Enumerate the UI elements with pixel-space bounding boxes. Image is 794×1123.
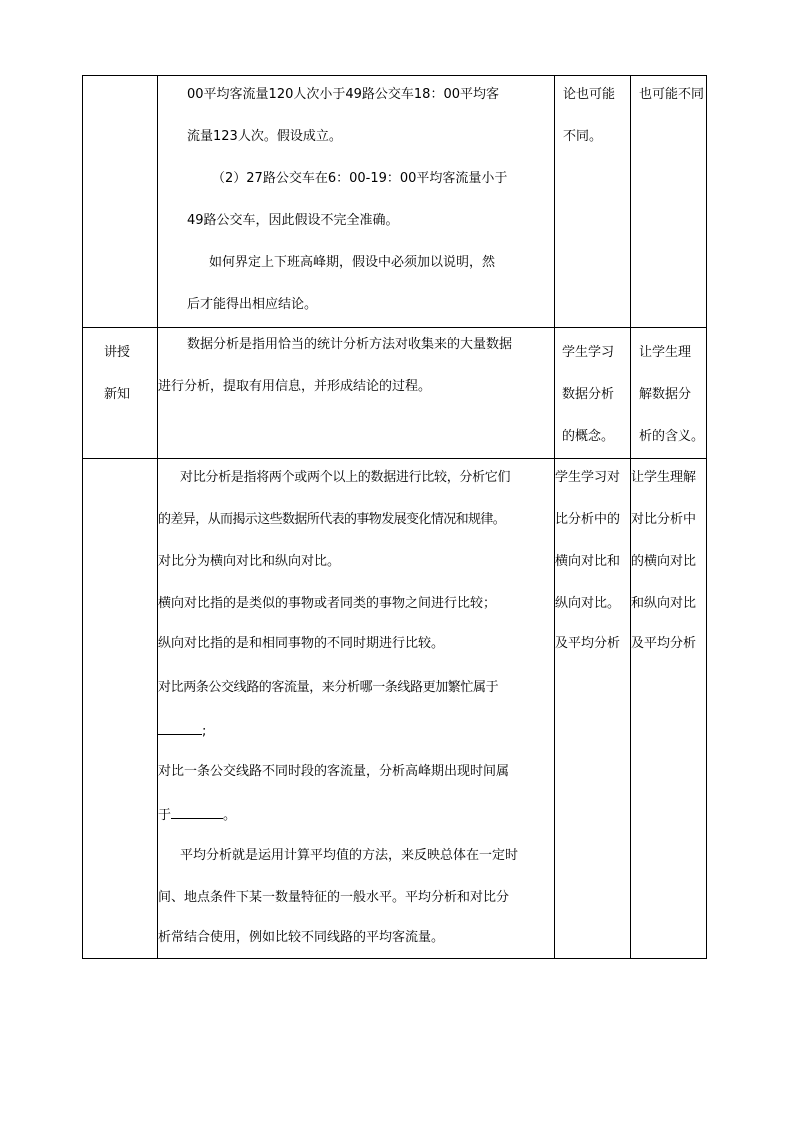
row1-main-line: 如何界定上下班高峰期，假设中必须加以说明，然: [209, 255, 496, 270]
row3-intent-line: 让学生理解: [631, 470, 697, 485]
row2-student-line: 学生学习: [562, 345, 615, 360]
row3-main-line: 对比分析是指将两个或两个以上的数据进行比较，分析它们: [180, 470, 511, 485]
row1-main-line: 00平均客流量120人次小于49路公交车18：00平均客: [187, 87, 499, 102]
row3-main-line: 对比分为横向对比和纵向对比。: [158, 554, 341, 569]
table-border-bottom: [82, 958, 707, 959]
row2-student-line: 的概念。: [562, 429, 615, 444]
table-border-top: [82, 75, 707, 76]
table-border-left: [82, 75, 83, 959]
answer-blank-1[interactable]: [158, 722, 202, 735]
row3-intent-line: 对比分析中: [631, 512, 697, 527]
row2-main-line: 进行分析，提取有用信息，并形成结论的过程。: [158, 379, 432, 394]
row3-main-line: 横向对比指的是类似的事物或者同类的事物之间进行比较；: [158, 596, 497, 611]
row2-intent-line: 让学生理: [639, 345, 692, 360]
row3-blank-2-prefix: 于: [158, 808, 172, 823]
row1-main-line: （2）27路公交车在6：00-19：00平均客流量小于: [212, 171, 508, 186]
row3-blank-line-2: [158, 806, 236, 824]
row3-intent-line: 和纵向对比: [631, 596, 697, 611]
row3-student-line: 横向对比和: [555, 554, 621, 569]
row3-blank-line-1: [158, 722, 206, 740]
row1-main-line: 49路公交车，因此假设不完全准确。: [187, 213, 399, 228]
row1-main-line: 后才能得出相应结论。: [187, 297, 318, 312]
row2-label-line: 讲授: [104, 345, 131, 360]
row3-main-line: 析常结合使用，例如比较不同线路的平均客流量。: [158, 930, 445, 945]
row3-main-line: 对比两条公交线路的客流量，来分析哪一条线路更加繁忙属于: [158, 680, 499, 695]
row3-blank-2-punct: 。: [223, 808, 237, 823]
row3-main-line: 纵向对比指的是和相同事物的不同时期进行比较。: [158, 636, 445, 651]
row3-intent-line: 的横向对比: [631, 554, 697, 569]
row1-intent-line: 也可能不同: [639, 87, 705, 102]
row3-student-line: 纵向对比。: [555, 596, 621, 611]
row2-intent-line: 解数据分: [639, 387, 692, 402]
row3-main-line: 的差异，从而揭示这些数据所代表的事物发展变化情况和规律。: [158, 512, 506, 527]
answer-blank-2[interactable]: [171, 806, 223, 819]
row2-label-line: 新知: [104, 387, 131, 402]
row3-main-line: 平均分析就是运用计算平均值的方法，来反映总体在一定时: [180, 848, 519, 863]
row3-student-line: 学生学习对: [555, 470, 621, 485]
row3-main-line: 对比一条公交线路不同时段的客流量，分析高峰期出现时间属: [158, 764, 510, 779]
row1-student-line: 不同。: [563, 129, 603, 144]
table-row-divider-2: [82, 458, 707, 459]
row3-main-line: 间、地点条件下某一数量特征的一般水平。平均分析和对比分: [158, 890, 510, 905]
table-row-divider-1: [82, 327, 707, 328]
row2-intent-line: 析的含义。: [639, 429, 705, 444]
row1-student-line: 论也可能: [563, 87, 616, 102]
row1-main-line: 流量123人次。假设成立。: [187, 129, 342, 144]
row3-blank-1-punct: ;: [202, 724, 207, 739]
row2-main-line: 数据分析是指用恰当的统计分析方法对收集来的大量数据: [187, 337, 513, 352]
table-border-right: [706, 75, 707, 959]
row3-student-line: 及平均分析: [555, 636, 621, 651]
row3-student-line: 比分析中的: [555, 512, 621, 527]
row2-student-line: 数据分析: [562, 387, 615, 402]
row3-intent-line: 及平均分析: [631, 636, 697, 651]
